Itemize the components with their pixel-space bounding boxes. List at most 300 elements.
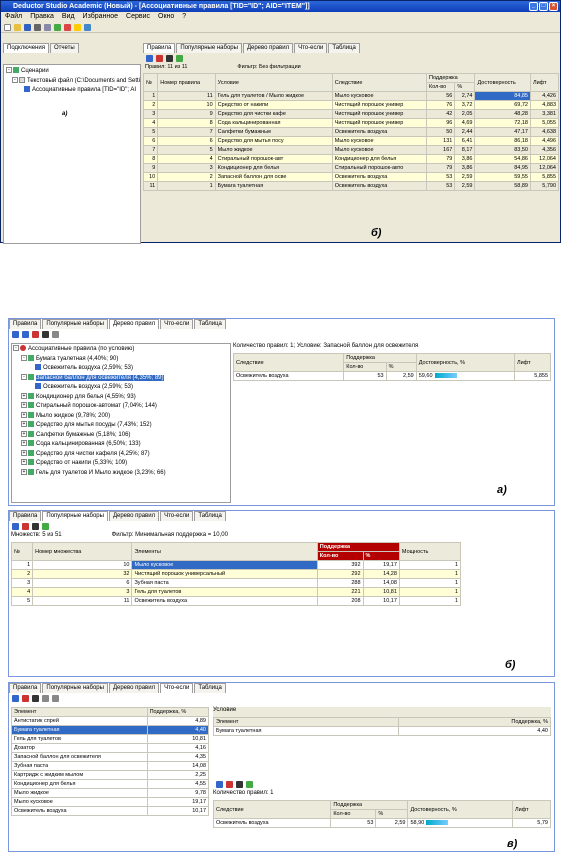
collapse-all-icon[interactable] bbox=[22, 331, 29, 338]
col-header[interactable]: Лифт bbox=[513, 801, 551, 819]
filter-icon[interactable] bbox=[236, 781, 243, 788]
cell: 10,81 bbox=[363, 588, 399, 597]
text-icon[interactable] bbox=[12, 695, 19, 702]
tab-table[interactable]: Таблица bbox=[194, 683, 226, 693]
table-row[interactable] bbox=[12, 771, 209, 780]
cell: 1 bbox=[399, 588, 460, 597]
result-toolbar bbox=[213, 779, 551, 790]
rule-item-icon bbox=[28, 402, 34, 408]
export-icon[interactable] bbox=[246, 781, 253, 788]
set-count: Множеств: 5 из 51 bbox=[11, 532, 62, 538]
table-row[interactable] bbox=[12, 570, 461, 579]
cell: Картридж с жидким мылом bbox=[12, 771, 148, 780]
confidence-bar bbox=[435, 373, 457, 378]
menu-service[interactable]: Сервис bbox=[126, 13, 151, 20]
minimize-button[interactable]: _ bbox=[529, 2, 538, 11]
cell: Сода кальцинированная bbox=[215, 119, 332, 128]
table-row[interactable] bbox=[144, 173, 559, 182]
tree-item[interactable] bbox=[13, 450, 229, 460]
tree-item-scenarios[interactable] bbox=[6, 67, 138, 77]
cell: 167 bbox=[427, 146, 455, 155]
cell: 86,18 bbox=[475, 137, 531, 146]
consequent-table bbox=[233, 353, 551, 381]
cell: 2 bbox=[158, 173, 215, 182]
tree-item[interactable] bbox=[13, 459, 229, 469]
cell: 2 bbox=[144, 101, 158, 110]
expand-icon[interactable]: + bbox=[22, 459, 26, 466]
tab-table[interactable]: Таблица bbox=[194, 511, 226, 521]
rule-item-icon bbox=[28, 374, 34, 380]
cell: Салфетки бумажные bbox=[215, 128, 332, 137]
list-icon[interactable] bbox=[146, 55, 153, 62]
tab-rule-tree[interactable]: Дерево правил bbox=[109, 511, 159, 521]
cell: 79 bbox=[427, 155, 455, 164]
cell: 2,25 bbox=[147, 771, 208, 780]
cut-icon[interactable] bbox=[44, 24, 51, 31]
cell: 47,17 bbox=[475, 128, 531, 137]
cell: 11 bbox=[144, 182, 158, 191]
percent-icon[interactable] bbox=[52, 331, 59, 338]
tree-label: Сода кальцинированная (6,50%; 133) bbox=[36, 441, 141, 447]
table-row[interactable] bbox=[12, 588, 461, 597]
elements-pane bbox=[11, 707, 209, 816]
cell: Освежитель воздуха bbox=[332, 182, 426, 191]
cell: 54,86 bbox=[475, 155, 531, 164]
col-header[interactable]: Номер правила bbox=[158, 74, 215, 92]
cell: 4,40 bbox=[398, 727, 550, 736]
tree-label: Запасной баллон для освежителя (4,35%; 89) bbox=[36, 374, 164, 381]
cell: Запасной баллон для осве bbox=[215, 173, 332, 182]
assoc-rules-icon bbox=[24, 86, 30, 92]
collapse-icon[interactable]: - bbox=[6, 67, 12, 73]
expand-icon[interactable]: + bbox=[22, 402, 26, 409]
rule-caption: Количество правил: 1 bbox=[213, 790, 274, 796]
label-c: в) bbox=[507, 838, 518, 850]
label-a: а) bbox=[497, 484, 507, 496]
star-icon[interactable] bbox=[74, 24, 81, 31]
cell: 6 bbox=[158, 137, 215, 146]
col-header[interactable]: Достоверность, % bbox=[416, 354, 514, 372]
tab-table[interactable]: Таблица bbox=[328, 43, 360, 53]
cell: Гель для туалетов / Мыло жидкое bbox=[215, 92, 332, 101]
tree-root[interactable] bbox=[13, 345, 229, 355]
cell: 6,41 bbox=[455, 137, 475, 146]
arrow-right-icon[interactable] bbox=[42, 695, 49, 702]
tree-item[interactable] bbox=[13, 355, 229, 365]
col-header[interactable]: № bbox=[144, 74, 158, 92]
cell: 19,17 bbox=[147, 798, 208, 807]
cell: 14,08 bbox=[363, 579, 399, 588]
cell: 50 bbox=[427, 128, 455, 137]
title-bar bbox=[1, 1, 560, 12]
cell: 2,05 bbox=[455, 110, 475, 119]
table-row[interactable] bbox=[144, 119, 559, 128]
rule-tree bbox=[11, 343, 231, 503]
export-icon[interactable] bbox=[176, 55, 183, 62]
tab-popular-sets[interactable]: Популярные наборы bbox=[42, 319, 108, 329]
tree-label: Стиральный порошок-автомат (7,04%; 144) bbox=[36, 403, 157, 409]
tab-connections[interactable]: Подключения bbox=[3, 43, 49, 53]
viewer-tabs bbox=[143, 43, 559, 53]
table-row[interactable] bbox=[12, 762, 209, 771]
collapse-icon[interactable]: - bbox=[21, 374, 27, 380]
col-header[interactable]: Элемент bbox=[214, 718, 399, 727]
rule-caption: Количество правил: 1; Условие: Запасной баллон для освежителя bbox=[233, 343, 419, 349]
cell: Кондиционер для белья bbox=[12, 780, 148, 789]
col-header[interactable]: Поддержка bbox=[331, 801, 408, 810]
window-title: Deductor Studio Academic (Новый) - [Ассоциативные правила [TID="ID"; AID="ITEM"]] bbox=[13, 3, 310, 10]
sort-icon[interactable] bbox=[22, 695, 29, 702]
cell: 1 bbox=[399, 570, 460, 579]
menu-help[interactable]: ? bbox=[182, 13, 187, 20]
cell: 8 bbox=[144, 155, 158, 164]
cell: Средство для мытья посу bbox=[215, 137, 332, 146]
sets-toolbar bbox=[9, 521, 554, 532]
table-row[interactable] bbox=[144, 128, 559, 137]
info-bar bbox=[9, 532, 554, 542]
col-header[interactable]: Лифт bbox=[515, 354, 551, 372]
table-row[interactable] bbox=[144, 137, 559, 146]
expand-icon[interactable]: + bbox=[22, 392, 26, 399]
col-header[interactable]: Кол-во bbox=[317, 552, 363, 561]
expand-icon[interactable]: + bbox=[22, 440, 26, 447]
cell: 4,883 bbox=[530, 101, 558, 110]
cell: 76 bbox=[427, 101, 455, 110]
expand-icon[interactable]: + bbox=[22, 411, 26, 418]
tab-rule-tree[interactable]: Дерево правил bbox=[243, 43, 293, 53]
cell: 4,89 bbox=[147, 717, 208, 726]
cell: 19,17 bbox=[363, 561, 399, 570]
expand-icon[interactable] bbox=[12, 331, 19, 338]
cell: 2 bbox=[12, 570, 33, 579]
table-row[interactable] bbox=[144, 155, 559, 164]
label-b: б) bbox=[371, 227, 382, 239]
col-header[interactable]: % bbox=[363, 552, 399, 561]
tree-item[interactable] bbox=[13, 374, 229, 384]
cell: 4,69 bbox=[455, 119, 475, 128]
cell: Чистящий порошок универ bbox=[332, 101, 426, 110]
rule-item-icon bbox=[35, 383, 41, 389]
cell-value: 58,90 bbox=[410, 820, 425, 826]
tab-popular-sets[interactable]: Популярные наборы bbox=[42, 683, 108, 693]
cell: Средство для чистки кафе bbox=[215, 110, 332, 119]
cell: 9 bbox=[144, 164, 158, 173]
cell: 2,74 bbox=[455, 92, 475, 101]
table-row[interactable] bbox=[144, 101, 559, 110]
col-header[interactable]: Мощность bbox=[399, 543, 460, 561]
tree-item-textfile[interactable] bbox=[6, 76, 141, 87]
col-header[interactable]: Следствие bbox=[234, 354, 344, 372]
cell: 12,064 bbox=[530, 155, 558, 164]
maximize-button[interactable]: □ bbox=[539, 2, 548, 11]
table-row[interactable] bbox=[214, 727, 551, 736]
col-header[interactable]: Кол-во bbox=[331, 810, 376, 819]
stop-icon[interactable] bbox=[64, 24, 71, 31]
cell: 208 bbox=[317, 597, 363, 606]
collapse-icon[interactable]: - bbox=[12, 77, 18, 83]
rules-toolbar bbox=[143, 53, 559, 64]
table-row[interactable] bbox=[144, 182, 559, 191]
col-header[interactable]: Элемент bbox=[12, 708, 148, 717]
cell: 7 bbox=[144, 146, 158, 155]
table-row[interactable] bbox=[144, 110, 559, 119]
cell: 96 bbox=[427, 119, 455, 128]
filter-icon[interactable] bbox=[42, 331, 49, 338]
cell: Освежитель воздуха bbox=[214, 819, 331, 828]
tree-label: Салфетки бумажные (5,18%; 106) bbox=[36, 431, 131, 438]
col-header[interactable]: Поддержка bbox=[427, 74, 475, 83]
tab-table[interactable]: Таблица bbox=[194, 319, 226, 329]
sort-icon[interactable] bbox=[226, 781, 233, 788]
tab-what-if[interactable]: Что-если bbox=[160, 511, 193, 521]
open-icon[interactable] bbox=[14, 24, 21, 31]
cell: Мыло жидкое bbox=[215, 146, 332, 155]
tree-item[interactable] bbox=[13, 431, 229, 441]
rule-item-icon bbox=[28, 355, 34, 361]
viewer-tabs bbox=[9, 319, 554, 329]
col-header[interactable]: Кол-во bbox=[427, 83, 455, 92]
cell: 5,855 bbox=[515, 372, 551, 381]
cell: 4 bbox=[12, 588, 33, 597]
col-header[interactable]: Поддержка, % bbox=[398, 718, 550, 727]
confidence-cell bbox=[416, 372, 514, 381]
sort-icon[interactable] bbox=[156, 55, 163, 62]
cell: 3,86 bbox=[455, 155, 475, 164]
cell: Зубная паста bbox=[12, 762, 148, 771]
tab-what-if[interactable]: Что-если bbox=[294, 43, 327, 53]
filter-icon[interactable] bbox=[32, 695, 39, 702]
rule-tree-view bbox=[8, 318, 555, 506]
table-row[interactable] bbox=[12, 744, 209, 753]
cell: 79 bbox=[427, 164, 455, 173]
col-header[interactable]: Номер множества bbox=[33, 543, 132, 561]
tab-what-if[interactable]: Что-если bbox=[160, 319, 193, 329]
tab-popular-sets[interactable]: Популярные наборы bbox=[42, 511, 108, 521]
cell: 288 bbox=[317, 579, 363, 588]
tab-rule-tree[interactable]: Дерево правил bbox=[109, 683, 159, 693]
new-icon[interactable] bbox=[4, 24, 11, 31]
rule-item-icon bbox=[28, 412, 34, 418]
cell: 11 bbox=[158, 92, 215, 101]
col-header[interactable]: Достоверность, % bbox=[408, 801, 513, 819]
cell: 8 bbox=[158, 119, 215, 128]
col-header[interactable]: Достоверность bbox=[475, 74, 531, 92]
cell: Средство от накипи bbox=[215, 101, 332, 110]
tree-item[interactable] bbox=[13, 364, 229, 374]
col-header[interactable]: Кол-во bbox=[344, 363, 386, 372]
col-header[interactable]: % bbox=[386, 363, 416, 372]
table-row[interactable] bbox=[214, 819, 551, 828]
cell: 10,17 bbox=[363, 597, 399, 606]
info-bar bbox=[143, 64, 559, 73]
tree-item[interactable] bbox=[13, 383, 229, 393]
table-row[interactable] bbox=[144, 92, 559, 101]
cell: 4,55 bbox=[147, 780, 208, 789]
tree-label: Ассоциативные правила (по условию) bbox=[28, 346, 135, 352]
expand-icon[interactable]: + bbox=[22, 449, 26, 456]
menu-view[interactable]: Вид bbox=[61, 13, 75, 20]
cell: 14,28 bbox=[363, 570, 399, 579]
cell: 2,59 bbox=[376, 819, 408, 828]
table-row[interactable] bbox=[12, 807, 209, 816]
col-header[interactable]: Лифт bbox=[530, 74, 558, 92]
cell: Стиральный порошок-авто bbox=[332, 164, 426, 173]
cell: 10 bbox=[158, 101, 215, 110]
cell: 5,055 bbox=[530, 119, 558, 128]
cell: 10 bbox=[33, 561, 132, 570]
cell: 48,28 bbox=[475, 110, 531, 119]
tree-item[interactable] bbox=[13, 402, 229, 412]
run-icon[interactable] bbox=[54, 24, 61, 31]
cell: 3,381 bbox=[530, 110, 558, 119]
menu-favorites[interactable]: Избранное bbox=[82, 13, 119, 20]
table-row[interactable] bbox=[12, 597, 461, 606]
cell: Чистящий порошок универ bbox=[332, 119, 426, 128]
result-pane bbox=[213, 779, 551, 828]
tree-item[interactable] bbox=[13, 393, 229, 403]
filter-icon[interactable] bbox=[32, 523, 39, 530]
cell: 4,35 bbox=[147, 753, 208, 762]
tree-label: Гель для туалетов И Мыло жидкое (3,23%; 66) bbox=[36, 469, 166, 476]
table-row[interactable] bbox=[234, 372, 551, 381]
rule-item-icon bbox=[28, 431, 34, 437]
label-a: а) bbox=[62, 110, 68, 117]
cell: 12,064 bbox=[530, 164, 558, 173]
cell: 1 bbox=[144, 92, 158, 101]
cell: 4,356 bbox=[530, 146, 558, 155]
cell: 2,59 bbox=[455, 182, 475, 191]
tree-label: Средство для чистки кафеля (4,25%; 87) bbox=[36, 450, 150, 457]
condition-title: Условие bbox=[213, 707, 551, 717]
cell: 3 bbox=[12, 579, 33, 588]
col-header[interactable]: Поддержка bbox=[344, 354, 416, 363]
save-icon[interactable] bbox=[24, 24, 31, 31]
help-icon[interactable] bbox=[84, 24, 91, 31]
tree-label: Бумага туалетная (4,40%; 90) bbox=[36, 355, 119, 362]
rule-item-icon bbox=[35, 364, 41, 370]
col-header[interactable]: Поддержка, % bbox=[147, 708, 208, 717]
cell: Бумага туалетная bbox=[214, 727, 399, 736]
tree-label: Текстовый файл (C:\Documents and Setti bbox=[27, 77, 141, 84]
cell: Мыло кусковое bbox=[332, 146, 426, 155]
table-row[interactable] bbox=[144, 146, 559, 155]
sort-icon[interactable] bbox=[22, 523, 29, 530]
tab-popular-sets[interactable]: Популярные наборы bbox=[176, 43, 242, 53]
cell: 3,86 bbox=[455, 164, 475, 173]
col-header[interactable]: Условие bbox=[215, 74, 332, 92]
cell: Дозатор bbox=[12, 744, 148, 753]
collapse-icon[interactable]: - bbox=[21, 355, 27, 361]
tree-item[interactable] bbox=[13, 412, 229, 422]
cell: 4,16 bbox=[147, 744, 208, 753]
cell: Освежитель воздуха bbox=[132, 597, 317, 606]
tree-label: Средство для мытья посуды (7,43%; 152) bbox=[36, 422, 152, 428]
tab-what-if[interactable]: Что-если bbox=[160, 683, 193, 693]
cell: Мыло кусковое bbox=[332, 92, 426, 101]
cell: 392 bbox=[317, 561, 363, 570]
collapse-icon[interactable]: - bbox=[13, 345, 19, 351]
rule-count: Правил: 11 из 11 bbox=[145, 64, 188, 70]
tab-rules[interactable]: Правила bbox=[9, 319, 41, 329]
table-row[interactable] bbox=[12, 789, 209, 798]
cell: Чистящий порошок универ bbox=[332, 110, 426, 119]
tab-reports[interactable]: Отчеты bbox=[50, 43, 79, 53]
cell: Кондиционер для белья bbox=[215, 164, 332, 173]
table-row[interactable] bbox=[12, 726, 209, 735]
expand-icon[interactable]: + bbox=[22, 430, 26, 437]
expand-icon[interactable]: + bbox=[22, 468, 26, 475]
col-header[interactable]: Следствие bbox=[332, 74, 426, 92]
tree-toolbar bbox=[9, 329, 554, 340]
cell: 53 bbox=[331, 819, 376, 828]
sort-icon[interactable] bbox=[32, 331, 39, 338]
tab-rules[interactable]: Правила bbox=[9, 683, 41, 693]
cell: 3 bbox=[144, 110, 158, 119]
cell: 7 bbox=[158, 128, 215, 137]
col-header[interactable]: Следствие bbox=[214, 801, 331, 819]
tree-label: Ассоциативные правила [TID="ID"; AI bbox=[32, 87, 137, 93]
condition-pane bbox=[213, 707, 551, 736]
what-if-view bbox=[8, 682, 555, 852]
cell: 3,72 bbox=[455, 101, 475, 110]
cell: 72,18 bbox=[475, 119, 531, 128]
menu-window[interactable]: Окно bbox=[158, 13, 175, 20]
export-icon[interactable] bbox=[42, 523, 49, 530]
menu-edit[interactable]: Правка bbox=[30, 13, 54, 20]
col-header[interactable]: № bbox=[12, 543, 33, 561]
col-header[interactable]: Элементы bbox=[132, 543, 317, 561]
filter-icon[interactable] bbox=[166, 55, 173, 62]
cell: 5 bbox=[12, 597, 33, 606]
scenario-icon bbox=[13, 67, 19, 73]
sets-icon[interactable] bbox=[12, 523, 19, 530]
col-header[interactable]: Поддержка bbox=[317, 543, 399, 552]
cell: Освежитель воздуха bbox=[12, 807, 148, 816]
tree-item-assoc-rules[interactable] bbox=[6, 86, 138, 96]
table-row[interactable] bbox=[12, 579, 461, 588]
table-row[interactable] bbox=[12, 753, 209, 762]
col-header[interactable]: % bbox=[376, 810, 408, 819]
close-button[interactable]: × bbox=[549, 2, 558, 11]
table-row[interactable] bbox=[12, 735, 209, 744]
cell: 42 bbox=[427, 110, 455, 119]
rules-root-icon bbox=[20, 345, 26, 351]
cell: Мыло кусковое bbox=[332, 137, 426, 146]
tree-item[interactable] bbox=[13, 421, 229, 431]
table-row[interactable] bbox=[12, 717, 209, 726]
table-row[interactable] bbox=[12, 798, 209, 807]
menu-file[interactable]: Файл bbox=[5, 13, 23, 20]
table-row[interactable] bbox=[12, 561, 461, 570]
expand-icon[interactable]: + bbox=[22, 421, 26, 428]
cell: 1 bbox=[399, 561, 460, 570]
table-row[interactable] bbox=[12, 780, 209, 789]
print-icon[interactable] bbox=[34, 24, 41, 31]
tree-item[interactable] bbox=[13, 469, 229, 479]
viewer-tabs bbox=[9, 683, 554, 693]
tab-rule-tree[interactable]: Дерево правил bbox=[109, 319, 159, 329]
tab-rules[interactable]: Правила bbox=[143, 43, 175, 53]
arrow-left-icon[interactable] bbox=[52, 695, 59, 702]
table-row[interactable] bbox=[144, 164, 559, 173]
tree-item[interactable] bbox=[13, 440, 229, 450]
col-header[interactable]: % bbox=[455, 83, 475, 92]
text-icon[interactable] bbox=[216, 781, 223, 788]
cell: 6 bbox=[33, 579, 132, 588]
sets-table bbox=[11, 542, 461, 606]
tab-rules[interactable]: Правила bbox=[9, 511, 41, 521]
cell: Антистатик спрей bbox=[12, 717, 148, 726]
